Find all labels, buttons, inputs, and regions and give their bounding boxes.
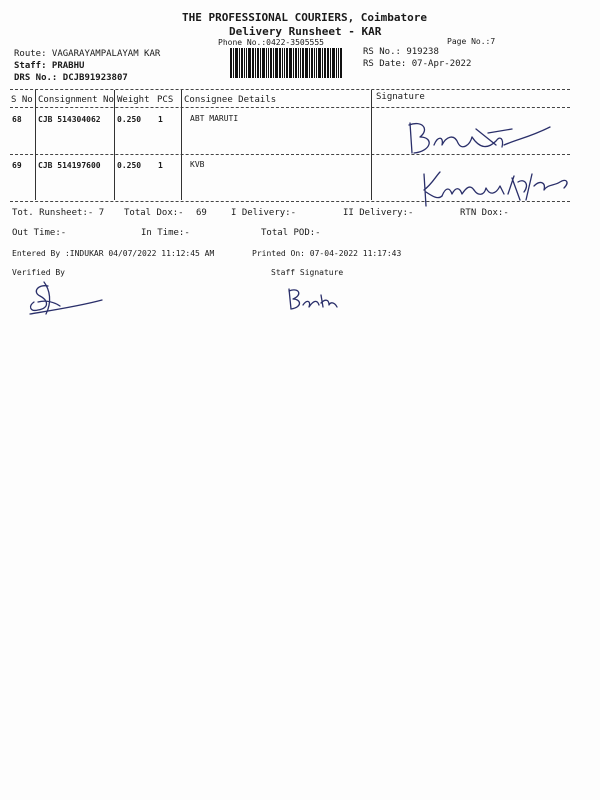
total-runsheet: Tot. Runsheet:- 7 [12,208,105,218]
row-pcs: 1 [158,115,163,124]
rs-date: RS Date: 07-Apr-2022 [363,59,472,69]
drs-label: DRS No.: [14,73,58,83]
column-divider [114,90,115,200]
total-dox-label: Total Dox:- [124,208,184,218]
page-number: Page No.:7 [447,37,496,46]
company-name: THE PROFESSIONAL COURIERS, Coimbatore [182,11,428,24]
entered-by: Entered By :INDUKAR 04/07/2022 11:12:45 AM [12,249,215,258]
recipient-signature-1 [400,115,560,160]
row-weight: 0.250 [117,161,142,170]
row-consignment: CJB 514197600 [38,161,101,170]
barcode [230,48,358,78]
document-title: Delivery Runsheet - KAR [229,25,382,38]
rtn-dox: RTN Dox:- [460,208,509,218]
row-sno: 69 [12,161,22,170]
staff-signature [285,285,345,315]
column-divider [371,90,372,200]
row-sno: 68 [12,115,22,124]
phone-number: Phone No.:0422-3505555 [218,38,324,47]
verifier-signature [24,280,114,320]
staff-text: Staff: PRABHU [14,61,85,71]
header-weight: Weight [117,95,150,105]
header-sno: S No [11,95,33,105]
row-weight: 0.250 [117,115,142,124]
staff-signature-label: Staff Signature [271,268,344,277]
drs-number [14,73,128,83]
header-bottom-rule [10,107,570,108]
total-dox-value: 69 [196,208,207,218]
total-pod: Total POD:- [261,228,321,238]
recipient-signature-2 [420,166,580,211]
row-pcs: 1 [158,161,163,170]
column-divider [181,90,182,200]
header-consignment: Consignment No [38,95,114,105]
rs-number: RS No.: 919238 [363,47,439,57]
verified-by-label: Verified By [12,268,65,277]
drs-value: DCJB91923807 [62,73,128,83]
column-divider [35,90,36,200]
header-pcs: PCS [157,95,174,105]
table-top-rule [10,89,570,90]
row-consignment: CJB 514304062 [38,115,101,124]
header-signature: Signature [376,92,425,102]
out-time: Out Time:- [12,228,67,238]
ii-delivery: II Delivery:- [343,208,414,218]
i-delivery: I Delivery:- [231,208,297,218]
row-consignee: KVB [190,160,205,169]
printed-on: Printed On: 07-04-2022 11:17:43 [252,249,402,258]
row-consignee: ABT MARUTI [190,114,239,123]
header-consignee: Consignee Details [184,95,277,105]
in-time: In Time:- [141,228,190,238]
route-text: Route: VAGARAYAMPALAYAM KAR [14,49,161,59]
